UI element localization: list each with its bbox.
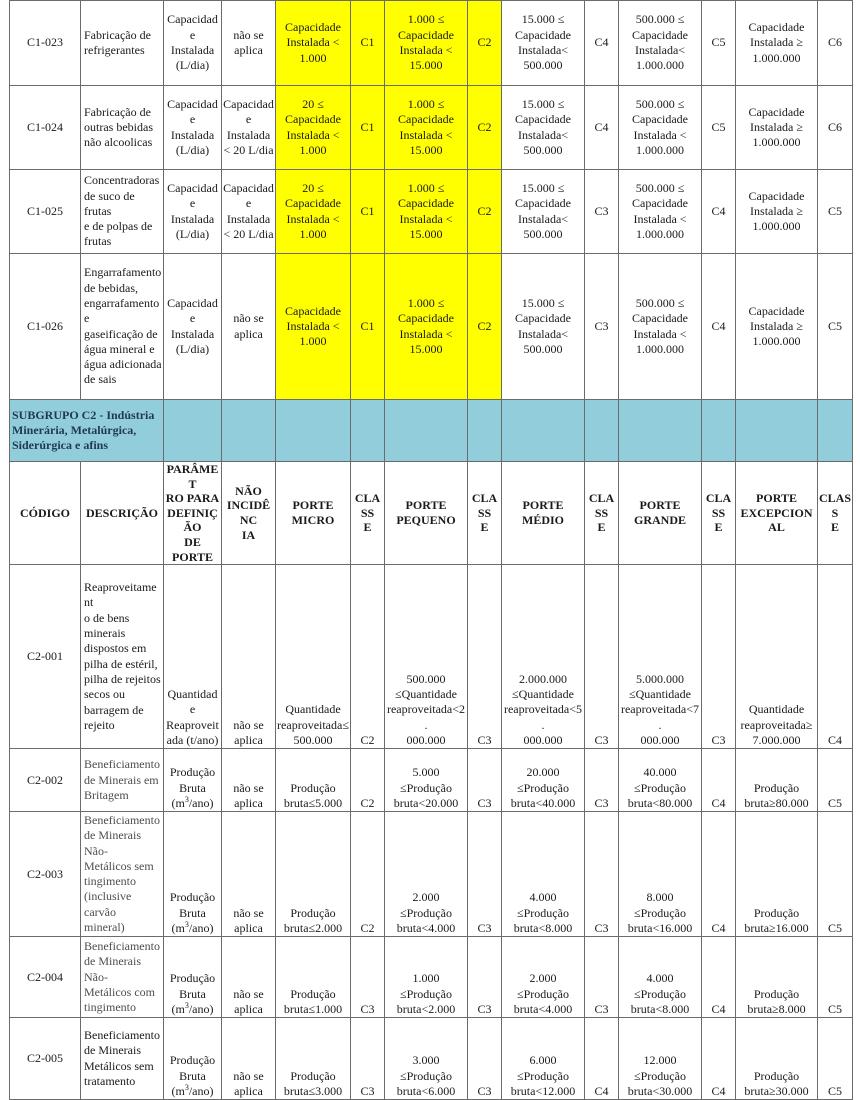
class-exceptional-cell: C6: [818, 1, 853, 86]
non-incidence-cell: não se aplica: [222, 254, 276, 400]
class-exceptional-cell: C5: [818, 254, 853, 400]
header-non-incidence: NÃO INCIDÊNC IA: [222, 462, 276, 565]
parameter-unit: /ano): [188, 795, 214, 810]
class-medium-cell: C3: [585, 254, 619, 400]
header-medium: PORTE MÉDIO: [502, 462, 585, 565]
micro-cell: Produção bruta≤5.000: [276, 749, 351, 812]
parameter-unit: /ano): [188, 920, 214, 935]
large-cell: 500.000 ≤ Capacidade Instalada < 1.000.000: [619, 254, 702, 400]
exceptional-cell: Produção bruta≥8.000: [736, 937, 818, 1018]
non-incidence-cell: não se aplica: [222, 749, 276, 812]
subgroup-empty-cell: [351, 400, 385, 462]
header-large: PORTE GRANDE: [619, 462, 702, 565]
parameter-cell: [164, 812, 222, 937]
subgroup-empty-cell: [585, 400, 619, 462]
header-class: CLASS E: [468, 462, 502, 565]
medium-cell: 15.000 ≤ Capacidade Instalada< 500.000: [502, 254, 585, 400]
class-exceptional-cell: C5: [818, 937, 853, 1018]
small-cell: 1.000 ≤ Capacidade Instalada < 15.000: [385, 254, 468, 400]
non-incidence-cell: não se aplica: [222, 1, 276, 86]
code-cell: C2-001: [10, 565, 81, 749]
table-row: [10, 812, 853, 937]
class-small-cell: C2: [468, 1, 502, 86]
parameter-text: Produção Bruta (m: [169, 890, 216, 935]
class-medium-cell: C3: [585, 565, 619, 749]
class-large-cell: C4: [702, 1018, 736, 1100]
non-incidence-cell: Capacidad e Instalada < 20 L/dia: [222, 86, 276, 170]
class-micro-cell: C1: [351, 86, 385, 170]
large-cell: 8.000 ≤Produção bruta<16.000: [619, 812, 702, 937]
class-large-cell: C4: [702, 749, 736, 812]
exceptional-cell: Quantidade reaproveitada≥ 7.000.000: [736, 565, 818, 749]
description-cell: Beneficiamento de Minerais Não- Metálicos sem tingimento (inclusive carvão mineral): [81, 812, 164, 937]
small-cell: 1.000 ≤ Capacidade Instalada < 15.000: [385, 86, 468, 170]
parameter-cell: [164, 1018, 222, 1100]
table-row: [10, 86, 853, 170]
class-small-cell: C3: [468, 565, 502, 749]
header-class: CLASS E: [818, 462, 853, 565]
class-large-cell: C4: [702, 170, 736, 254]
small-cell: 2.000 ≤Produção bruta<4.000: [385, 812, 468, 937]
parameter-cell: Capacidade Instalada (L/dia): [164, 254, 222, 400]
micro-cell: 20 ≤ Capacidade Instalada < 1.000: [276, 86, 351, 170]
small-cell: 500.000 ≤Quantidade reaproveitada<2. 000.000: [385, 565, 468, 749]
large-cell: 40.000 ≤Produção bruta<80.000: [619, 749, 702, 812]
class-medium-cell: C3: [585, 937, 619, 1018]
header-code: CÓDIGO: [10, 462, 81, 565]
header-small: PORTE PEQUENO: [385, 462, 468, 565]
class-micro-cell: C2: [351, 749, 385, 812]
description-cell: Engarrafamento de bebidas, engarrafamento e gaseificação de água mineral e água adicionada de sais: [81, 254, 164, 400]
code-cell: C1-023: [10, 1, 81, 86]
table-row: [10, 254, 853, 400]
class-micro-cell: C1: [351, 170, 385, 254]
exceptional-cell: Capacidade Instalada ≥ 1.000.000: [736, 254, 818, 400]
class-large-cell: C4: [702, 812, 736, 937]
parameter-text: Produção Bruta (m: [169, 1053, 216, 1098]
micro-cell: Produção bruta≤3.000: [276, 1018, 351, 1100]
class-large-cell: C4: [702, 937, 736, 1018]
small-cell: 1.000 ≤Produção bruta<2.000: [385, 937, 468, 1018]
subgroup-empty-cell: [702, 400, 736, 462]
micro-cell: 20 ≤ Capacidade Instalada < 1.000: [276, 170, 351, 254]
exponent: 3: [184, 1000, 189, 1010]
exceptional-cell: Produção bruta≥16.000: [736, 812, 818, 937]
class-small-cell: C3: [468, 749, 502, 812]
code-cell: C2-005: [10, 1018, 81, 1100]
header-class: CLASS E: [585, 462, 619, 565]
class-large-cell: C5: [702, 1, 736, 86]
class-medium-cell: C4: [585, 86, 619, 170]
class-small-cell: C2: [468, 254, 502, 400]
class-micro-cell: C3: [351, 937, 385, 1018]
code-cell: C1-026: [10, 254, 81, 400]
code-cell: C1-024: [10, 86, 81, 170]
class-small-cell: C3: [468, 937, 502, 1018]
subgroup-empty-cell: [619, 400, 702, 462]
class-micro-cell: C2: [351, 812, 385, 937]
code-cell: C2-003: [10, 812, 81, 937]
micro-cell: Capacidade Instalada < 1.000: [276, 1, 351, 86]
class-exceptional-cell: C5: [818, 749, 853, 812]
class-small-cell: C2: [468, 170, 502, 254]
subgroup-empty-cell: [502, 400, 585, 462]
header-micro: PORTE MICRO: [276, 462, 351, 565]
table-row: [10, 937, 853, 1018]
exceptional-cell: Capacidade Instalada ≥ 1.000.000: [736, 1, 818, 86]
exponent: 3: [184, 794, 189, 804]
table-row: [10, 565, 853, 749]
header-class: CLASS E: [702, 462, 736, 565]
non-incidence-cell: não se aplica: [222, 565, 276, 749]
class-exceptional-cell: C4: [818, 565, 853, 749]
parameter-cell: [164, 937, 222, 1018]
class-large-cell: C4: [702, 254, 736, 400]
class-exceptional-cell: C6: [818, 86, 853, 170]
subgroup-title: SUBGRUPO C2 - Indústria Minerária, Metalúrgica, Siderúrgica e afins: [10, 400, 164, 462]
large-cell: 12.000 ≤Produção bruta<30.000: [619, 1018, 702, 1100]
subgroup-empty-cell: [736, 400, 818, 462]
class-micro-cell: C3: [351, 1018, 385, 1100]
exponent: 3: [184, 1082, 189, 1092]
subgroup-empty-cell: [468, 400, 502, 462]
exceptional-cell: Capacidade Instalada ≥ 1.000.000: [736, 86, 818, 170]
classification-table: [9, 0, 853, 1100]
header-class: CLASS E: [351, 462, 385, 565]
parameter-cell: Capacidade Instalada (L/dia): [164, 1, 222, 86]
code-cell: C2-004: [10, 937, 81, 1018]
header-parameter: PARÂMET RO PARA DEFINIÇÃO DE PORTE: [164, 462, 222, 565]
exceptional-cell: Produção bruta≥30.000: [736, 1018, 818, 1100]
subgroup-empty-cell: [276, 400, 351, 462]
description-cell: Fabricação de refrigerantes: [81, 1, 164, 86]
medium-cell: 15.000 ≤ Capacidade Instalada< 500.000: [502, 1, 585, 86]
subgroup-empty-cell: [222, 400, 276, 462]
table-row: [10, 1018, 853, 1100]
header-row: [10, 462, 853, 565]
micro-cell: Produção bruta≤1.000: [276, 937, 351, 1018]
description-cell: Reaproveitament o de bens minerais dispostos em pilha de estéril, pilha de rejeitos secos ou barragem de rejeito: [81, 565, 164, 749]
micro-cell: Produção bruta≤2.000: [276, 812, 351, 937]
small-cell: 1.000 ≤ Capacidade Instalada < 15.000: [385, 170, 468, 254]
class-micro-cell: C1: [351, 1, 385, 86]
medium-cell: 2.000.000 ≤Quantidade reaproveitada<5. 000.000: [502, 565, 585, 749]
parameter-cell: [164, 749, 222, 812]
class-small-cell: C3: [468, 1018, 502, 1100]
class-small-cell: C3: [468, 812, 502, 937]
header-exceptional: PORTE EXCEPCIONAL: [736, 462, 818, 565]
medium-cell: 15.000 ≤ Capacidade Instalada< 500.000: [502, 170, 585, 254]
class-large-cell: C5: [702, 86, 736, 170]
code-cell: C2-002: [10, 749, 81, 812]
class-medium-cell: C4: [585, 1, 619, 86]
description-cell: Beneficiamento de Minerais Metálicos sem tratamento: [81, 1018, 164, 1100]
medium-cell: 15.000 ≤ Capacidade Instalada< 500.000: [502, 86, 585, 170]
parameter-text: Produção Bruta (m: [169, 971, 216, 1016]
medium-cell: 20.000 ≤Produção bruta<40.000: [502, 749, 585, 812]
table-row: [10, 1, 853, 86]
non-incidence-cell: não se aplica: [222, 937, 276, 1018]
non-incidence-cell: Capacidad e Instalada < 20 L/dia: [222, 170, 276, 254]
class-exceptional-cell: C5: [818, 812, 853, 937]
parameter-cell: Capacidade Instalada (L/dia): [164, 86, 222, 170]
medium-cell: 2.000 ≤Produção bruta<4.000: [502, 937, 585, 1018]
class-large-cell: C3: [702, 565, 736, 749]
parameter-unit: /ano): [188, 1001, 214, 1016]
parameter-cell: Capacidade Instalada (L/dia): [164, 170, 222, 254]
small-cell: 5.000 ≤Produção bruta<20.000: [385, 749, 468, 812]
large-cell: 5.000.000 ≤Quantidade reaproveitada<7. 000.000: [619, 565, 702, 749]
large-cell: 500.000 ≤ Capacidade Instalada< 1.000.000: [619, 1, 702, 86]
non-incidence-cell: não se aplica: [222, 1018, 276, 1100]
description-cell: Beneficiamento de Minerais em Britagem: [81, 749, 164, 812]
exponent: 3: [184, 919, 189, 929]
class-small-cell: C2: [468, 86, 502, 170]
small-cell: 1.000 ≤ Capacidade Instalada < 15.000: [385, 1, 468, 86]
small-cell: 3.000 ≤Produção bruta<6.000: [385, 1018, 468, 1100]
large-cell: 500.000 ≤ Capacidade Instalada < 1.000.000: [619, 170, 702, 254]
parameter-text: Produção Bruta (m: [169, 765, 216, 810]
code-cell: C1-025: [10, 170, 81, 254]
large-cell: 500.000 ≤ Capacidade Instalada < 1.000.000: [619, 86, 702, 170]
subgroup-empty-cell: [164, 400, 222, 462]
micro-cell: Quantidade reaproveitada≤ 500.000: [276, 565, 351, 749]
header-description: DESCRIÇÃO: [81, 462, 164, 565]
class-micro-cell: C2: [351, 565, 385, 749]
table-row: [10, 170, 853, 254]
subgroup-empty-cell: [818, 400, 853, 462]
parameter-cell: Quantidade Reaproveit ada (t/ano): [164, 565, 222, 749]
table-row: [10, 749, 853, 812]
class-medium-cell: C4: [585, 1018, 619, 1100]
non-incidence-cell: não se aplica: [222, 812, 276, 937]
parameter-unit: /ano): [188, 1083, 214, 1098]
class-exceptional-cell: C5: [818, 1018, 853, 1100]
medium-cell: 4.000 ≤Produção bruta<8.000: [502, 812, 585, 937]
exceptional-cell: Produção bruta≥80.000: [736, 749, 818, 812]
micro-cell: Capacidade Instalada < 1.000: [276, 254, 351, 400]
class-exceptional-cell: C5: [818, 170, 853, 254]
description-cell: Fabricação de outras bebidas não alcoolicas: [81, 86, 164, 170]
subgroup-empty-cell: [385, 400, 468, 462]
class-medium-cell: C3: [585, 812, 619, 937]
class-medium-cell: C3: [585, 749, 619, 812]
large-cell: 4.000 ≤Produção bruta<8.000: [619, 937, 702, 1018]
exceptional-cell: Capacidade Instalada ≥ 1.000.000: [736, 170, 818, 254]
description-cell: Concentradoras de suco de frutas e de polpas de frutas: [81, 170, 164, 254]
class-micro-cell: C1: [351, 254, 385, 400]
medium-cell: 6.000 ≤Produção bruta<12.000: [502, 1018, 585, 1100]
subgroup-row: [10, 400, 853, 462]
description-cell: Beneficiamento de Minerais Não- Metálicos com tingimento: [81, 937, 164, 1018]
class-medium-cell: C3: [585, 170, 619, 254]
